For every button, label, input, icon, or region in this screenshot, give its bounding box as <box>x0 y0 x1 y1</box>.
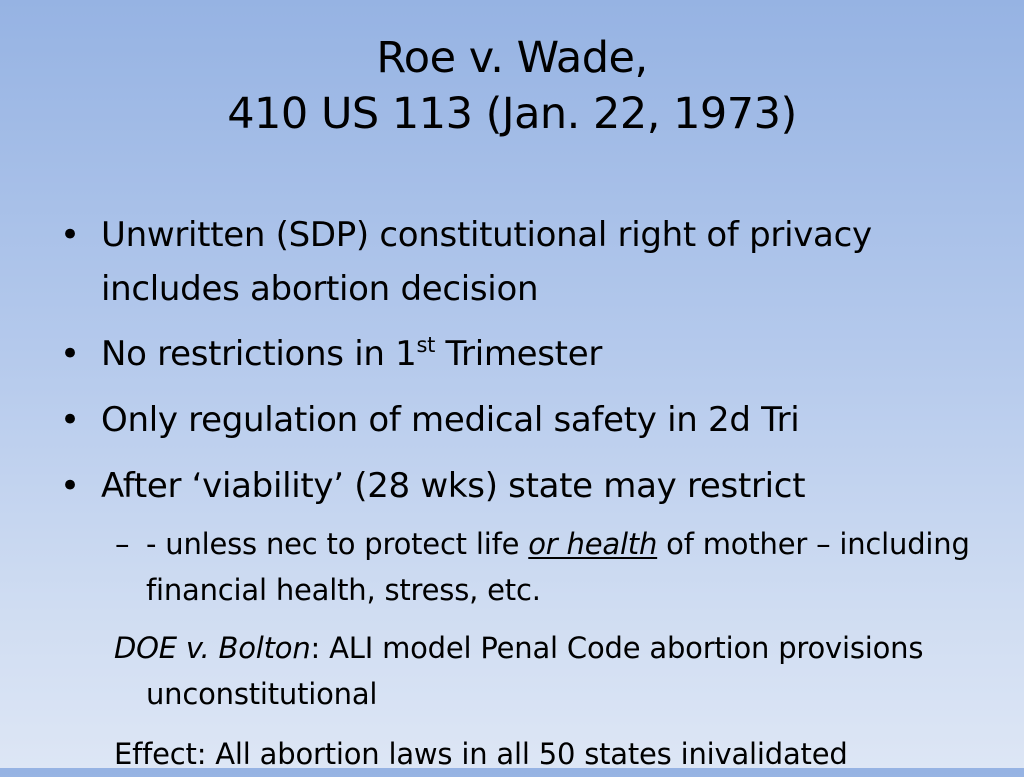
sub-bullet-text-end: of mother – including financial health, stress, etc. <box>146 527 970 607</box>
title-line-1: Roe v. Wade, <box>376 33 648 83</box>
effect-paragraph <box>114 731 980 777</box>
bullet-item <box>60 393 980 448</box>
case-name: DOE v. Bolton <box>114 631 311 665</box>
bullet-marker: • <box>60 215 80 255</box>
effect-text: Effect: All abortion laws in all 50 states inivalidated <box>114 737 848 771</box>
sub-bullet-text-start: - unless nec to protect life <box>146 527 529 561</box>
doe-text: : ALI model Penal Code abortion provisions unconstitutional <box>146 631 924 711</box>
sub-bullet-marker: – <box>115 527 130 561</box>
bullet-text: After ‘viability’ (28 wks) state may restrict <box>101 466 806 506</box>
bullet-item <box>60 327 980 382</box>
bullet-superscript: st <box>416 333 436 357</box>
bullet-marker: • <box>60 334 80 374</box>
bullet-item <box>60 208 980 316</box>
bullet-text-start: No restrictions in 1 <box>101 334 417 374</box>
title-line-2: 410 US 113 (Jan. 22, 1973) <box>227 89 797 139</box>
bullet-marker: • <box>60 400 80 440</box>
emphasized-text: or health <box>528 527 658 561</box>
bullet-text: Unwritten (SDP) constitutional right of privacy includes abortion decision <box>101 215 872 309</box>
sub-bullet-item <box>115 521 980 613</box>
bullet-item <box>60 459 980 514</box>
bullet-text: Only regulation of medical safety in 2d Tri <box>101 400 800 440</box>
slide-title <box>0 30 1024 142</box>
bullet-marker: • <box>60 466 80 506</box>
slide-body <box>60 208 980 777</box>
bullet-text-end: Trimester <box>435 334 603 374</box>
doe-paragraph <box>114 625 980 717</box>
